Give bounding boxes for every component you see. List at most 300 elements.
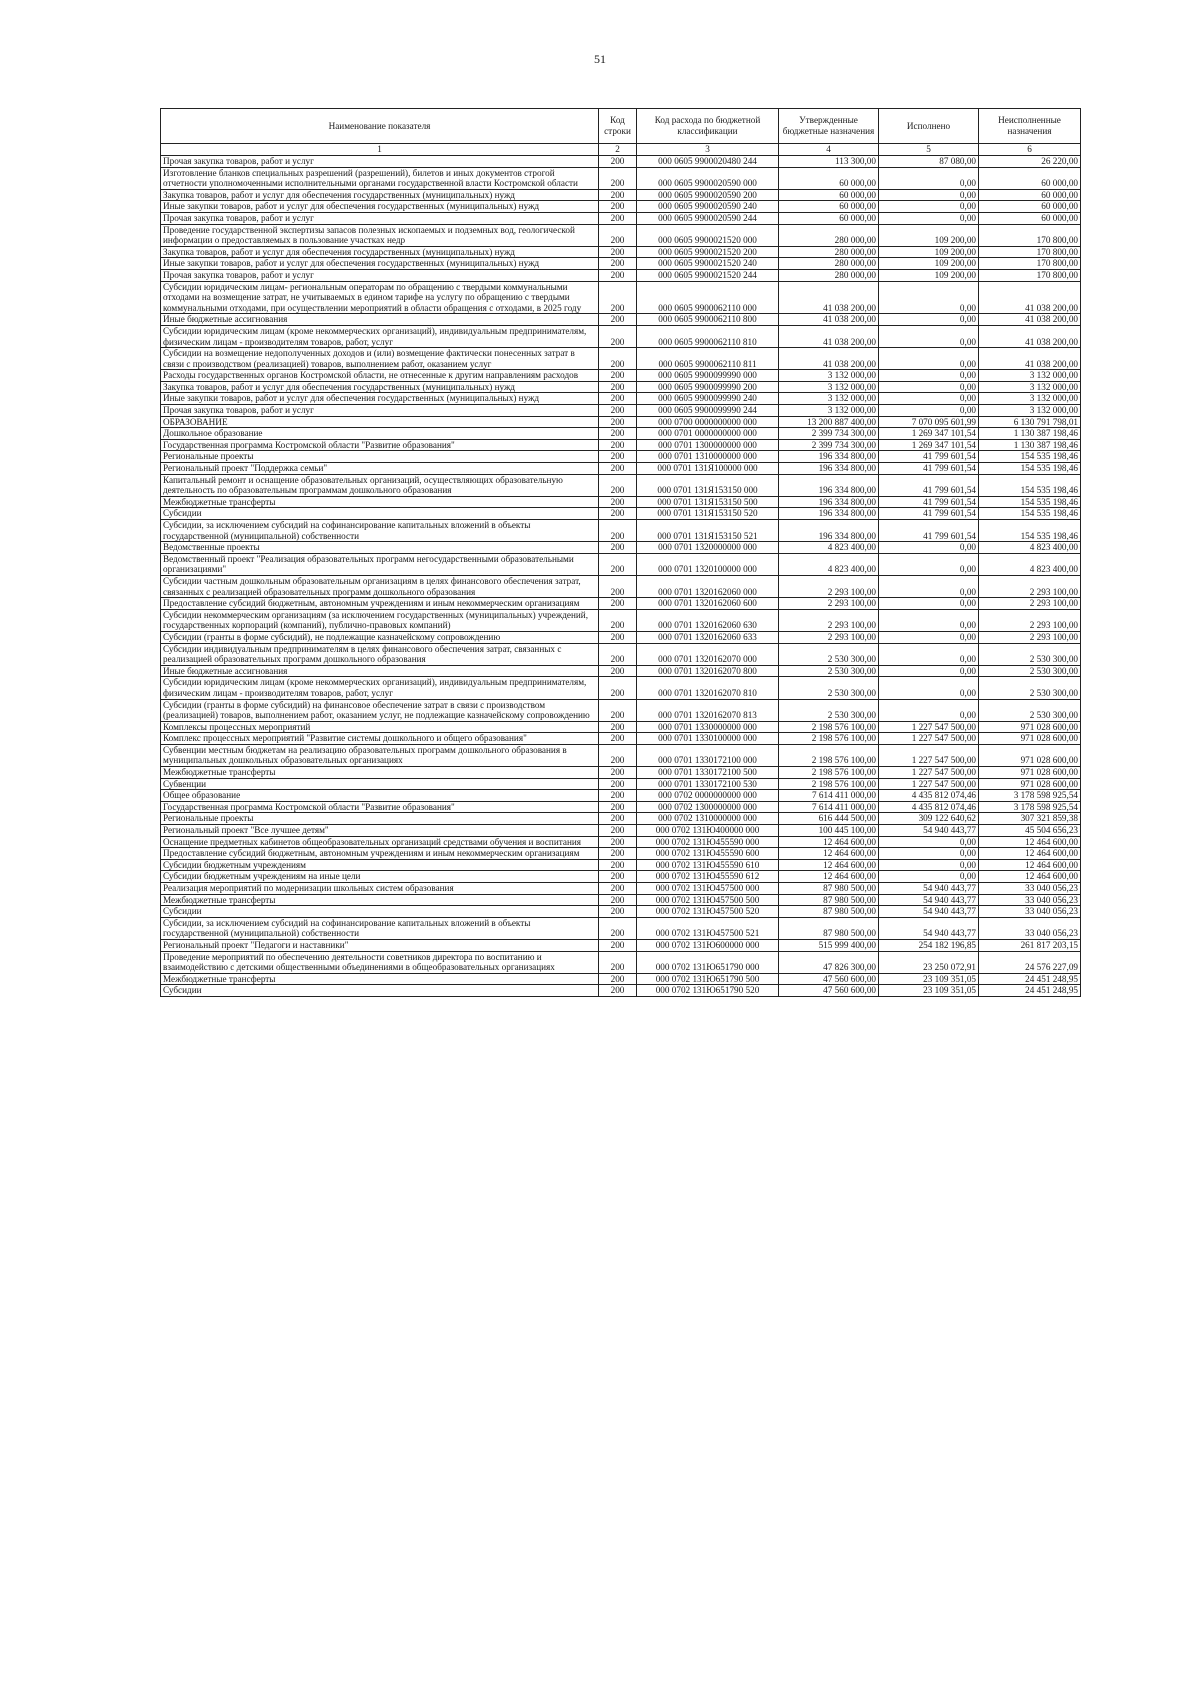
row-approved-amount: 7 614 411 000,00	[779, 801, 879, 813]
row-remaining-amount: 3 178 598 925,54	[979, 801, 1081, 813]
row-remaining-amount: 12 464 600,00	[979, 836, 1081, 848]
row-executed-amount: 109 200,00	[879, 246, 979, 258]
row-line-code: 200	[599, 767, 637, 779]
row-classification-code: 000 0701 1330172100 500	[637, 767, 779, 779]
row-classification-code: 000 0701 131Я100000 000	[637, 463, 779, 475]
row-approved-amount: 616 444 500,00	[779, 813, 879, 825]
row-approved-amount: 13 200 887 400,00	[779, 416, 879, 428]
row-indicator-name: Региональный проект "Поддержка семьи"	[161, 463, 599, 475]
row-approved-amount: 2 293 100,00	[779, 631, 879, 643]
row-executed-amount: 1 269 347 101,54	[879, 428, 979, 440]
row-indicator-name: Проведение государственной экспертизы запасов полезных ископаемых и подземных вод, геологической информации о предоставляемых в пользование участках недр	[161, 224, 599, 246]
row-line-code: 200	[599, 496, 637, 508]
table-row	[161, 836, 1081, 848]
column-number: 6	[979, 144, 1081, 156]
row-classification-code: 000 0702 131Ю455590 612	[637, 871, 779, 883]
row-remaining-amount: 2 293 100,00	[979, 631, 1081, 643]
row-classification-code: 000 0702 131Ю455590 000	[637, 836, 779, 848]
row-classification-code: 000 0701 131Я153150 521	[637, 520, 779, 542]
row-indicator-name: Иные закупки товаров, работ и услуг для обеспечения государственных (муниципальных) нужд	[161, 201, 599, 213]
row-executed-amount: 0,00	[879, 281, 979, 314]
row-executed-amount: 41 799 601,54	[879, 451, 979, 463]
row-executed-amount: 0,00	[879, 553, 979, 575]
row-classification-code: 000 0702 1300000000 000	[637, 801, 779, 813]
row-executed-amount: 0,00	[879, 348, 979, 370]
page-number: 51	[594, 52, 606, 66]
table-row	[161, 733, 1081, 745]
row-remaining-amount: 971 028 600,00	[979, 767, 1081, 779]
row-approved-amount: 41 038 200,00	[779, 314, 879, 326]
row-line-code: 200	[599, 790, 637, 802]
row-classification-code: 000 0701 131Я153150 000	[637, 474, 779, 496]
row-remaining-amount: 2 530 300,00	[979, 699, 1081, 721]
row-approved-amount: 2 293 100,00	[779, 575, 879, 597]
row-approved-amount: 2 530 300,00	[779, 643, 879, 665]
row-approved-amount: 41 038 200,00	[779, 348, 879, 370]
row-classification-code: 000 0702 131Ю457500 520	[637, 906, 779, 918]
row-line-code: 200	[599, 699, 637, 721]
row-line-code: 200	[599, 665, 637, 677]
row-line-code: 200	[599, 744, 637, 766]
row-executed-amount: 41 799 601,54	[879, 520, 979, 542]
table-row	[161, 474, 1081, 496]
row-line-code: 200	[599, 985, 637, 997]
row-executed-amount: 309 122 640,62	[879, 813, 979, 825]
row-remaining-amount: 1 130 387 198,46	[979, 428, 1081, 440]
column-number: 2	[599, 144, 637, 156]
row-executed-amount: 0,00	[879, 848, 979, 860]
row-line-code: 200	[599, 508, 637, 520]
row-classification-code: 000 0701 1300000000 000	[637, 439, 779, 451]
table-row	[161, 463, 1081, 475]
row-line-code: 200	[599, 883, 637, 895]
row-indicator-name: Субсидии бюджетным учреждениям	[161, 859, 599, 871]
row-remaining-amount: 154 535 198,46	[979, 508, 1081, 520]
table-row	[161, 381, 1081, 393]
row-line-code: 200	[599, 906, 637, 918]
table-row	[161, 224, 1081, 246]
row-line-code: 200	[599, 677, 637, 699]
row-executed-amount: 1 227 547 500,00	[879, 721, 979, 733]
row-line-code: 200	[599, 258, 637, 270]
table-row	[161, 212, 1081, 224]
table-row	[161, 428, 1081, 440]
row-executed-amount: 0,00	[879, 699, 979, 721]
row-executed-amount: 23 109 351,05	[879, 973, 979, 985]
table-row	[161, 575, 1081, 597]
table-row	[161, 643, 1081, 665]
row-line-code: 200	[599, 598, 637, 610]
row-remaining-amount: 154 535 198,46	[979, 474, 1081, 496]
table-row	[161, 156, 1081, 168]
row-line-code: 200	[599, 836, 637, 848]
row-indicator-name: Ведомственный проект "Реализация образовательных программ негосударственными образовательными организациями"	[161, 553, 599, 575]
row-line-code: 200	[599, 189, 637, 201]
row-executed-amount: 254 182 196,85	[879, 939, 979, 951]
row-indicator-name: Межбюджетные трансферты	[161, 894, 599, 906]
row-classification-code: 000 0605 9900099990 240	[637, 393, 779, 405]
row-indicator-name: Комплекс процессных мероприятий "Развитие системы дошкольного и общего образования"	[161, 733, 599, 745]
row-line-code: 200	[599, 314, 637, 326]
row-indicator-name: Межбюджетные трансферты	[161, 767, 599, 779]
row-remaining-amount: 2 293 100,00	[979, 575, 1081, 597]
row-executed-amount: 41 799 601,54	[879, 496, 979, 508]
row-classification-code: 000 0605 9900062110 810	[637, 325, 779, 347]
row-approved-amount: 2 399 734 300,00	[779, 439, 879, 451]
table-row	[161, 246, 1081, 258]
row-indicator-name: Прочая закупка товаров, работ и услуг	[161, 405, 599, 417]
row-remaining-amount: 12 464 600,00	[979, 848, 1081, 860]
row-approved-amount: 2 198 576 100,00	[779, 721, 879, 733]
row-classification-code: 000 0702 131Ю457500 500	[637, 894, 779, 906]
row-indicator-name: Закупка товаров, работ и услуг для обеспечения государственных (муниципальных) нужд	[161, 189, 599, 201]
table-row	[161, 508, 1081, 520]
table-row	[161, 542, 1081, 554]
row-line-code: 200	[599, 370, 637, 382]
row-executed-amount: 0,00	[879, 314, 979, 326]
row-line-code: 200	[599, 939, 637, 951]
row-executed-amount: 0,00	[879, 370, 979, 382]
row-approved-amount: 12 464 600,00	[779, 836, 879, 848]
table-body	[161, 156, 1081, 997]
row-line-code: 200	[599, 201, 637, 213]
row-remaining-amount: 2 293 100,00	[979, 598, 1081, 610]
row-line-code: 200	[599, 416, 637, 428]
row-executed-amount: 0,00	[879, 631, 979, 643]
row-indicator-name: Комплексы процессных мероприятий	[161, 721, 599, 733]
row-remaining-amount: 3 132 000,00	[979, 381, 1081, 393]
row-approved-amount: 196 334 800,00	[779, 451, 879, 463]
row-classification-code: 000 0701 1310000000 000	[637, 451, 779, 463]
row-classification-code: 000 0702 131Ю457500 000	[637, 883, 779, 895]
row-executed-amount: 0,00	[879, 871, 979, 883]
row-approved-amount: 196 334 800,00	[779, 496, 879, 508]
table-row	[161, 951, 1081, 973]
row-approved-amount: 2 198 576 100,00	[779, 767, 879, 779]
row-classification-code: 000 0701 1320162070 813	[637, 699, 779, 721]
row-approved-amount: 2 530 300,00	[779, 699, 879, 721]
row-indicator-name: Региональные проекты	[161, 813, 599, 825]
row-executed-amount: 0,00	[879, 393, 979, 405]
row-executed-amount: 109 200,00	[879, 224, 979, 246]
table-row	[161, 973, 1081, 985]
row-classification-code: 000 0700 0000000000 000	[637, 416, 779, 428]
row-line-code: 200	[599, 439, 637, 451]
row-classification-code: 000 0605 9900020590 200	[637, 189, 779, 201]
row-remaining-amount: 2 293 100,00	[979, 609, 1081, 631]
table-row	[161, 370, 1081, 382]
table-row	[161, 258, 1081, 270]
row-approved-amount: 196 334 800,00	[779, 463, 879, 475]
row-line-code: 200	[599, 733, 637, 745]
row-indicator-name: Ведомственные проекты	[161, 542, 599, 554]
row-line-code: 200	[599, 801, 637, 813]
row-line-code: 200	[599, 474, 637, 496]
column-number: 1	[161, 144, 599, 156]
row-classification-code: 000 0701 131Я153150 500	[637, 496, 779, 508]
table-row	[161, 801, 1081, 813]
row-classification-code: 000 0702 131Ю400000 000	[637, 825, 779, 837]
row-executed-amount: 0,00	[879, 643, 979, 665]
row-executed-amount: 0,00	[879, 542, 979, 554]
table-row	[161, 790, 1081, 802]
header-classification-code: Код расхода по бюджетной классификации	[637, 109, 779, 144]
row-executed-amount: 0,00	[879, 677, 979, 699]
row-line-code: 200	[599, 428, 637, 440]
row-remaining-amount: 33 040 056,23	[979, 894, 1081, 906]
row-indicator-name: Субсидии, за исключением субсидий на софинансирование капитальных вложений в объекты государственной (муниципальной) собственности	[161, 917, 599, 939]
row-executed-amount: 0,00	[879, 609, 979, 631]
row-classification-code: 000 0702 131Ю455590 600	[637, 848, 779, 860]
table-row	[161, 859, 1081, 871]
row-line-code: 200	[599, 348, 637, 370]
table-row	[161, 677, 1081, 699]
table-row	[161, 985, 1081, 997]
row-line-code: 200	[599, 393, 637, 405]
row-line-code: 200	[599, 246, 637, 258]
table-row	[161, 631, 1081, 643]
row-classification-code: 000 0701 1320162060 630	[637, 609, 779, 631]
row-executed-amount: 0,00	[879, 598, 979, 610]
row-classification-code: 000 0605 9900099990 244	[637, 405, 779, 417]
row-approved-amount: 4 823 400,00	[779, 553, 879, 575]
row-indicator-name: ОБРАЗОВАНИЕ	[161, 416, 599, 428]
row-remaining-amount: 12 464 600,00	[979, 871, 1081, 883]
row-line-code: 200	[599, 224, 637, 246]
table-row	[161, 553, 1081, 575]
row-executed-amount: 1 227 547 500,00	[879, 778, 979, 790]
row-executed-amount: 0,00	[879, 381, 979, 393]
table-row	[161, 416, 1081, 428]
table-row	[161, 894, 1081, 906]
row-approved-amount: 100 445 100,00	[779, 825, 879, 837]
row-classification-code: 000 0605 9900020590 244	[637, 212, 779, 224]
row-executed-amount: 4 435 812 074,46	[879, 790, 979, 802]
row-remaining-amount: 60 000,00	[979, 201, 1081, 213]
table-row	[161, 813, 1081, 825]
row-line-code: 200	[599, 463, 637, 475]
row-approved-amount: 3 132 000,00	[779, 405, 879, 417]
row-indicator-name: Субсидии	[161, 508, 599, 520]
row-classification-code: 000 0605 9900062110 800	[637, 314, 779, 326]
row-executed-amount: 109 200,00	[879, 258, 979, 270]
row-executed-amount: 23 250 072,91	[879, 951, 979, 973]
row-executed-amount: 54 940 443,77	[879, 883, 979, 895]
row-classification-code: 000 0605 9900062110 000	[637, 281, 779, 314]
row-classification-code: 000 0702 131Ю651790 500	[637, 973, 779, 985]
row-indicator-name: Расходы государственных органов Костромской области, не отнесенные к другим направлениям расходов	[161, 370, 599, 382]
row-line-code: 200	[599, 951, 637, 973]
row-indicator-name: Субсидии на возмещение недополученных доходов и (или) возмещение фактически понесенных затрат в связи с производством (реализацией) товаров, выполнением работ, оказанием услуг	[161, 348, 599, 370]
table-row	[161, 496, 1081, 508]
table-row	[161, 848, 1081, 860]
row-line-code: 200	[599, 325, 637, 347]
row-line-code: 200	[599, 156, 637, 168]
row-line-code: 200	[599, 520, 637, 542]
row-approved-amount: 2 530 300,00	[779, 677, 879, 699]
row-indicator-name: Оснащение предметных кабинетов общеобразовательных организаций средствами обучения и воспитания	[161, 836, 599, 848]
row-approved-amount: 7 614 411 000,00	[779, 790, 879, 802]
header-approved: Утвержденные бюджетные назначения	[779, 109, 879, 144]
row-executed-amount: 1 227 547 500,00	[879, 733, 979, 745]
row-classification-code: 000 0701 1330172100 530	[637, 778, 779, 790]
row-remaining-amount: 3 132 000,00	[979, 393, 1081, 405]
row-approved-amount: 47 560 600,00	[779, 985, 879, 997]
row-indicator-name: Иные закупки товаров, работ и услуг для обеспечения государственных (муниципальных) нужд	[161, 393, 599, 405]
row-line-code: 200	[599, 575, 637, 597]
row-approved-amount: 280 000,00	[779, 269, 879, 281]
row-approved-amount: 515 999 400,00	[779, 939, 879, 951]
row-executed-amount: 54 940 443,77	[879, 825, 979, 837]
row-classification-code: 000 0701 1320000000 000	[637, 542, 779, 554]
row-indicator-name: Закупка товаров, работ и услуг для обеспечения государственных (муниципальных) нужд	[161, 246, 599, 258]
row-remaining-amount: 170 800,00	[979, 258, 1081, 270]
row-line-code: 200	[599, 405, 637, 417]
row-indicator-name: Субсидии индивидуальным предпринимателям в целях финансового обеспечения затрат, связанных с реализацией образовательных программ дошкольного образования	[161, 643, 599, 665]
row-executed-amount: 23 109 351,05	[879, 985, 979, 997]
row-remaining-amount: 60 000,00	[979, 167, 1081, 189]
row-remaining-amount: 971 028 600,00	[979, 733, 1081, 745]
row-approved-amount: 87 980 500,00	[779, 906, 879, 918]
row-remaining-amount: 971 028 600,00	[979, 744, 1081, 766]
row-executed-amount: 54 940 443,77	[879, 917, 979, 939]
row-remaining-amount: 154 535 198,46	[979, 451, 1081, 463]
row-line-code: 200	[599, 269, 637, 281]
row-remaining-amount: 2 530 300,00	[979, 677, 1081, 699]
row-line-code: 200	[599, 553, 637, 575]
row-remaining-amount: 24 451 248,95	[979, 973, 1081, 985]
header-row	[161, 109, 1081, 144]
budget-execution-sheet	[160, 108, 1080, 997]
row-executed-amount: 87 080,00	[879, 156, 979, 168]
row-indicator-name: Субсидии	[161, 906, 599, 918]
row-classification-code: 000 0701 1320162060 600	[637, 598, 779, 610]
row-remaining-amount: 45 504 656,23	[979, 825, 1081, 837]
row-approved-amount: 2 198 576 100,00	[779, 733, 879, 745]
row-executed-amount: 54 940 443,77	[879, 906, 979, 918]
row-indicator-name: Предоставление субсидий бюджетным, автономным учреждениям и иным некоммерческим организациям	[161, 598, 599, 610]
row-approved-amount: 113 300,00	[779, 156, 879, 168]
row-classification-code: 000 0701 1320162060 633	[637, 631, 779, 643]
row-line-code: 200	[599, 281, 637, 314]
table-row	[161, 189, 1081, 201]
row-line-code: 200	[599, 212, 637, 224]
row-executed-amount: 1 269 347 101,54	[879, 439, 979, 451]
row-indicator-name: Капитальный ремонт и оснащение образовательных организаций, осуществляющих образовательную деятельность по образовательным программам дошкольного образования	[161, 474, 599, 496]
row-remaining-amount: 6 130 791 798,01	[979, 416, 1081, 428]
row-executed-amount: 7 070 095 601,99	[879, 416, 979, 428]
row-indicator-name: Субсидии юридическим лицам (кроме некоммерческих организаций), индивидуальным предпринимателям, физическим лицам - производителям товаров, работ, услуг	[161, 325, 599, 347]
row-approved-amount: 12 464 600,00	[779, 871, 879, 883]
table-row	[161, 314, 1081, 326]
row-classification-code: 000 0701 1320162070 810	[637, 677, 779, 699]
row-line-code: 200	[599, 609, 637, 631]
row-indicator-name: Иные бюджетные ассигнования	[161, 665, 599, 677]
row-indicator-name: Субвенции	[161, 778, 599, 790]
row-classification-code: 000 0605 9900020480 244	[637, 156, 779, 168]
row-executed-amount: 0,00	[879, 405, 979, 417]
row-indicator-name: Реализация мероприятий по модернизации школьных систем образования	[161, 883, 599, 895]
row-remaining-amount: 971 028 600,00	[979, 778, 1081, 790]
table-row	[161, 439, 1081, 451]
row-classification-code: 000 0605 9900020590 000	[637, 167, 779, 189]
row-executed-amount: 1 227 547 500,00	[879, 767, 979, 779]
row-indicator-name: Прочая закупка товаров, работ и услуг	[161, 156, 599, 168]
table-row	[161, 767, 1081, 779]
row-remaining-amount: 24 451 248,95	[979, 985, 1081, 997]
row-remaining-amount: 154 535 198,46	[979, 463, 1081, 475]
row-line-code: 200	[599, 381, 637, 393]
row-classification-code: 000 0605 9900021520 000	[637, 224, 779, 246]
row-approved-amount: 3 132 000,00	[779, 381, 879, 393]
row-indicator-name: Общее образование	[161, 790, 599, 802]
row-classification-code: 000 0701 1320162070 000	[637, 643, 779, 665]
table-row	[161, 201, 1081, 213]
row-executed-amount: 41 799 601,54	[879, 474, 979, 496]
row-approved-amount: 280 000,00	[779, 224, 879, 246]
row-indicator-name: Субсидии (гранты в форме субсидий), не подлежащие казначейскому сопровождению	[161, 631, 599, 643]
row-approved-amount: 12 464 600,00	[779, 859, 879, 871]
row-indicator-name: Дошкольное образование	[161, 428, 599, 440]
row-indicator-name: Государственная программа Костромской области "Развитие образования"	[161, 439, 599, 451]
column-number: 5	[879, 144, 979, 156]
row-indicator-name: Межбюджетные трансферты	[161, 496, 599, 508]
row-executed-amount: 0,00	[879, 575, 979, 597]
header-indicator-name: Наименование показателя	[161, 109, 599, 144]
row-approved-amount: 280 000,00	[779, 258, 879, 270]
row-indicator-name: Региональный проект "Педагоги и наставники"	[161, 939, 599, 951]
row-classification-code: 000 0605 9900062110 811	[637, 348, 779, 370]
row-remaining-amount: 170 800,00	[979, 224, 1081, 246]
row-executed-amount: 41 799 601,54	[879, 463, 979, 475]
row-approved-amount: 2 530 300,00	[779, 665, 879, 677]
row-classification-code: 000 0605 9900020590 240	[637, 201, 779, 213]
row-indicator-name: Субсидии юридическим лицам- региональным операторам по обращению с твердыми коммунальными отходами на возмещение затрат, не учитываемых в едином тарифе на услугу по обращению с твердыми коммунальными отходами, при осуществлении мероприятий в области обращения с отходами, в 2025 году	[161, 281, 599, 314]
row-remaining-amount: 41 038 200,00	[979, 325, 1081, 347]
row-indicator-name: Прочая закупка товаров, работ и услуг	[161, 212, 599, 224]
row-remaining-amount: 3 132 000,00	[979, 370, 1081, 382]
row-classification-code: 000 0702 131Ю457500 521	[637, 917, 779, 939]
row-indicator-name: Изготовление бланков специальных разрешений (разрешений), билетов и иных документов строгой отчетности уполномоченными исполнительными органами государственной власти Костромской области	[161, 167, 599, 189]
row-remaining-amount: 33 040 056,23	[979, 917, 1081, 939]
table-row	[161, 744, 1081, 766]
row-line-code: 200	[599, 643, 637, 665]
row-approved-amount: 3 132 000,00	[779, 370, 879, 382]
row-executed-amount: 109 200,00	[879, 269, 979, 281]
row-executed-amount: 4 435 812 074,46	[879, 801, 979, 813]
table-row	[161, 825, 1081, 837]
row-classification-code: 000 0605 9900021520 200	[637, 246, 779, 258]
row-approved-amount: 47 560 600,00	[779, 973, 879, 985]
row-approved-amount: 60 000,00	[779, 212, 879, 224]
row-remaining-amount: 33 040 056,23	[979, 906, 1081, 918]
row-line-code: 200	[599, 778, 637, 790]
row-classification-code: 000 0605 9900099990 000	[637, 370, 779, 382]
table-row	[161, 451, 1081, 463]
row-approved-amount: 60 000,00	[779, 167, 879, 189]
header-remaining: Неисполненные назначения	[979, 109, 1081, 144]
row-approved-amount: 87 980 500,00	[779, 917, 879, 939]
row-remaining-amount: 4 823 400,00	[979, 553, 1081, 575]
row-approved-amount: 2 293 100,00	[779, 598, 879, 610]
table-row	[161, 939, 1081, 951]
row-remaining-amount: 2 530 300,00	[979, 665, 1081, 677]
row-executed-amount: 0,00	[879, 189, 979, 201]
row-classification-code: 000 0605 9900021520 240	[637, 258, 779, 270]
column-number: 4	[779, 144, 879, 156]
row-approved-amount: 12 464 600,00	[779, 848, 879, 860]
row-indicator-name: Проведение мероприятий по обеспечению деятельности советников директора по воспитанию и взаимодействию с детскими общественными объединениями в общеобразовательных организациях	[161, 951, 599, 973]
